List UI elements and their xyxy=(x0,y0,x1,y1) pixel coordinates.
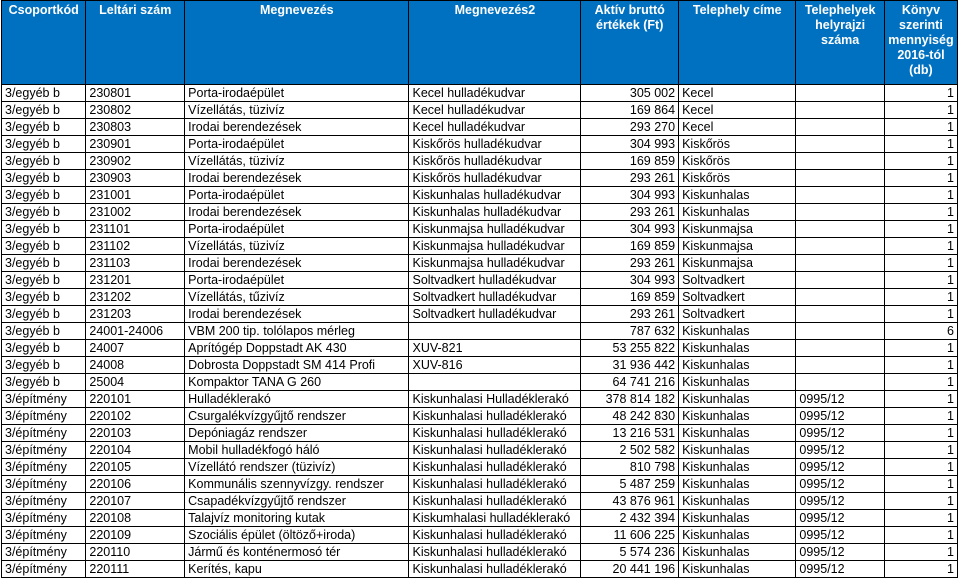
cell-leltari-szam: 220106 xyxy=(86,476,185,493)
cell-telephely-cime: Kiskunhalas xyxy=(679,340,796,357)
cell-telephely-cime: Kiskunhalas xyxy=(679,323,796,340)
table-row xyxy=(2,85,958,102)
table-row xyxy=(2,340,958,357)
cell-mennyiseg: 1 xyxy=(884,289,957,306)
cell-telephely-cime: Kecel xyxy=(679,85,796,102)
cell-mennyiseg: 1 xyxy=(884,85,957,102)
header-aktiv-brutto-ertek: Aktív bruttó értékek (Ft) xyxy=(581,1,679,85)
cell-aktiv-brutto-ertek: 169 859 xyxy=(581,153,679,170)
cell-leltari-szam: 230801 xyxy=(86,85,185,102)
cell-aktiv-brutto-ertek: 5 487 259 xyxy=(581,476,679,493)
cell-leltari-szam: 231201 xyxy=(86,272,185,289)
cell-csoportkod: 3/egyéb b xyxy=(2,136,86,153)
cell-aktiv-brutto-ertek: 48 242 830 xyxy=(581,408,679,425)
cell-mennyiseg: 1 xyxy=(884,119,957,136)
cell-helyrajzi-szam xyxy=(796,170,884,187)
inventory-table xyxy=(1,0,958,578)
cell-megnevezes2: Kiskunhalasi hulladéklerakó xyxy=(409,459,581,476)
cell-helyrajzi-szam: 0995/12 xyxy=(796,510,884,527)
cell-leltari-szam: 231203 xyxy=(86,306,185,323)
table-row xyxy=(2,170,958,187)
cell-helyrajzi-szam: 0995/12 xyxy=(796,408,884,425)
cell-leltari-szam: 231102 xyxy=(86,238,185,255)
cell-megnevezes2 xyxy=(409,323,581,340)
cell-aktiv-brutto-ertek: 378 814 182 xyxy=(581,391,679,408)
cell-csoportkod: 3/egyéb b xyxy=(2,306,86,323)
cell-leltari-szam: 230802 xyxy=(86,102,185,119)
cell-leltari-szam: 231002 xyxy=(86,204,185,221)
cell-telephely-cime: Kiskunmajsa xyxy=(679,238,796,255)
cell-csoportkod: 3/egyéb b xyxy=(2,340,86,357)
table-row xyxy=(2,204,958,221)
table-row xyxy=(2,153,958,170)
cell-mennyiseg: 1 xyxy=(884,357,957,374)
cell-megnevezes2: Kecel hulladékudvar xyxy=(409,119,581,136)
cell-megnevezes2: Kiskunhalas hulladékudvar xyxy=(409,204,581,221)
table-body xyxy=(2,85,958,578)
cell-aktiv-brutto-ertek: 787 632 xyxy=(581,323,679,340)
cell-megnevezes: Vízellátás, tűzivíz xyxy=(185,289,409,306)
cell-csoportkod: 3/egyéb b xyxy=(2,102,86,119)
cell-csoportkod: 3/építmény xyxy=(2,493,86,510)
cell-helyrajzi-szam xyxy=(796,306,884,323)
table-row xyxy=(2,221,958,238)
cell-helyrajzi-szam xyxy=(796,153,884,170)
cell-megnevezes2: Kiskőrös hulladékudvar xyxy=(409,170,581,187)
cell-aktiv-brutto-ertek: 53 255 822 xyxy=(581,340,679,357)
cell-megnevezes2: Kiskunhalasi hulladéklerakó xyxy=(409,442,581,459)
cell-csoportkod: 3/építmény xyxy=(2,476,86,493)
cell-mennyiseg: 1 xyxy=(884,442,957,459)
cell-megnevezes: Aprítógép Doppstadt AK 430 xyxy=(185,340,409,357)
cell-csoportkod: 3/egyéb b xyxy=(2,221,86,238)
header-mennyiseg: Könyv szerinti mennyiség 2016-tól (db) xyxy=(884,1,957,85)
cell-aktiv-brutto-ertek: 5 574 236 xyxy=(581,544,679,561)
cell-mennyiseg: 1 xyxy=(884,476,957,493)
cell-megnevezes: VBM 200 tip. tolólapos mérleg xyxy=(185,323,409,340)
cell-csoportkod: 3/egyéb b xyxy=(2,85,86,102)
cell-csoportkod: 3/egyéb b xyxy=(2,289,86,306)
cell-telephely-cime: Kiskőrös xyxy=(679,153,796,170)
cell-telephely-cime: Kiskunhalas xyxy=(679,527,796,544)
cell-megnevezes2: Soltvadkert hulladékudvar xyxy=(409,306,581,323)
cell-megnevezes: Irodai berendezések xyxy=(185,306,409,323)
cell-megnevezes: Dobrosta Doppstadt SM 414 Profi xyxy=(185,357,409,374)
cell-helyrajzi-szam: 0995/12 xyxy=(796,476,884,493)
cell-aktiv-brutto-ertek: 810 798 xyxy=(581,459,679,476)
cell-mennyiseg: 1 xyxy=(884,221,957,238)
cell-leltari-szam: 220111 xyxy=(86,561,185,578)
table-row xyxy=(2,476,958,493)
cell-mennyiseg: 1 xyxy=(884,510,957,527)
table-row xyxy=(2,561,958,578)
cell-aktiv-brutto-ertek: 293 270 xyxy=(581,119,679,136)
cell-megnevezes: Vízellátás, tüzivíz xyxy=(185,102,409,119)
cell-megnevezes2: Soltvadkert hulladékudvar xyxy=(409,272,581,289)
cell-csoportkod: 3/építmény xyxy=(2,561,86,578)
cell-aktiv-brutto-ertek: 293 261 xyxy=(581,204,679,221)
table-row xyxy=(2,374,958,391)
cell-aktiv-brutto-ertek: 293 261 xyxy=(581,306,679,323)
cell-megnevezes: Porta-irodaépület xyxy=(185,85,409,102)
table-row xyxy=(2,442,958,459)
cell-aktiv-brutto-ertek: 43 876 961 xyxy=(581,493,679,510)
cell-megnevezes: Vízellátás, tüzivíz xyxy=(185,153,409,170)
cell-telephely-cime: Kiskunhalas xyxy=(679,187,796,204)
cell-telephely-cime: Kiskunhalas xyxy=(679,544,796,561)
header-row xyxy=(2,1,958,85)
cell-aktiv-brutto-ertek: 11 606 225 xyxy=(581,527,679,544)
cell-helyrajzi-szam xyxy=(796,357,884,374)
cell-telephely-cime: Kiskunmajsa xyxy=(679,255,796,272)
header-megnevezes: Megnevezés xyxy=(185,1,409,85)
cell-helyrajzi-szam: 0995/12 xyxy=(796,493,884,510)
cell-megnevezes2: Kiskunmajsa hulladékudvar xyxy=(409,238,581,255)
cell-aktiv-brutto-ertek: 304 993 xyxy=(581,272,679,289)
cell-aktiv-brutto-ertek: 293 261 xyxy=(581,255,679,272)
cell-leltari-szam: 230803 xyxy=(86,119,185,136)
cell-helyrajzi-szam: 0995/12 xyxy=(796,561,884,578)
cell-megnevezes: Hulladéklerakó xyxy=(185,391,409,408)
cell-megnevezes: Kerítés, kapu xyxy=(185,561,409,578)
table-row xyxy=(2,510,958,527)
cell-megnevezes2: Kiskunmajsa hulladékudvar xyxy=(409,255,581,272)
table-row xyxy=(2,119,958,136)
cell-csoportkod: 3/építmény xyxy=(2,408,86,425)
cell-leltari-szam: 24007 xyxy=(86,340,185,357)
table-row xyxy=(2,425,958,442)
table-row xyxy=(2,136,958,153)
cell-megnevezes: Porta-irodaépület xyxy=(185,136,409,153)
cell-aktiv-brutto-ertek: 304 993 xyxy=(581,136,679,153)
cell-aktiv-brutto-ertek: 13 216 531 xyxy=(581,425,679,442)
header-telephely-cime: Telephely címe xyxy=(679,1,796,85)
table-row xyxy=(2,255,958,272)
cell-telephely-cime: Kiskunhalas xyxy=(679,374,796,391)
cell-mennyiseg: 1 xyxy=(884,153,957,170)
header-csoportkod: Csoportkód xyxy=(2,1,86,85)
cell-helyrajzi-szam xyxy=(796,238,884,255)
cell-helyrajzi-szam: 0995/12 xyxy=(796,425,884,442)
cell-csoportkod: 3/egyéb b xyxy=(2,374,86,391)
table-row xyxy=(2,527,958,544)
cell-aktiv-brutto-ertek: 304 993 xyxy=(581,221,679,238)
cell-mennyiseg: 1 xyxy=(884,459,957,476)
cell-megnevezes: Vízellátó rendszer (tüzivíz) xyxy=(185,459,409,476)
cell-helyrajzi-szam xyxy=(796,272,884,289)
cell-megnevezes: Kompaktor TANA G 260 xyxy=(185,374,409,391)
cell-telephely-cime: Kiskunmajsa xyxy=(679,221,796,238)
cell-aktiv-brutto-ertek: 169 864 xyxy=(581,102,679,119)
cell-csoportkod: 3/építmény xyxy=(2,391,86,408)
table-row xyxy=(2,238,958,255)
cell-megnevezes2: Kiskunhalasi hulladéklerakó xyxy=(409,476,581,493)
cell-aktiv-brutto-ertek: 2 432 394 xyxy=(581,510,679,527)
cell-leltari-szam: 220102 xyxy=(86,408,185,425)
table-row xyxy=(2,306,958,323)
cell-megnevezes2: Kiskunhalas hulladékudvar xyxy=(409,187,581,204)
table-row xyxy=(2,459,958,476)
cell-helyrajzi-szam xyxy=(796,136,884,153)
table-row xyxy=(2,391,958,408)
cell-megnevezes: Porta-irodaépület xyxy=(185,187,409,204)
cell-megnevezes2: Kiskőrös hulladékudvar xyxy=(409,153,581,170)
cell-megnevezes: Irodai berendezések xyxy=(185,119,409,136)
cell-leltari-szam: 230902 xyxy=(86,153,185,170)
cell-mennyiseg: 6 xyxy=(884,323,957,340)
cell-telephely-cime: Soltvadkert xyxy=(679,306,796,323)
cell-csoportkod: 3/egyéb b xyxy=(2,119,86,136)
cell-csoportkod: 3/egyéb b xyxy=(2,153,86,170)
cell-megnevezes2: Kiskunhalasi hulladéklerakó xyxy=(409,425,581,442)
table-header xyxy=(2,1,958,85)
cell-csoportkod: 3/építmény xyxy=(2,442,86,459)
cell-csoportkod: 3/építmény xyxy=(2,425,86,442)
cell-helyrajzi-szam xyxy=(796,204,884,221)
cell-mennyiseg: 1 xyxy=(884,204,957,221)
table-row xyxy=(2,289,958,306)
cell-csoportkod: 3/építmény xyxy=(2,510,86,527)
cell-csoportkod: 3/egyéb b xyxy=(2,255,86,272)
table-row xyxy=(2,187,958,204)
cell-helyrajzi-szam xyxy=(796,374,884,391)
cell-mennyiseg: 1 xyxy=(884,408,957,425)
cell-leltari-szam: 230903 xyxy=(86,170,185,187)
cell-mennyiseg: 1 xyxy=(884,187,957,204)
cell-leltari-szam: 220103 xyxy=(86,425,185,442)
cell-csoportkod: 3/egyéb b xyxy=(2,272,86,289)
cell-mennyiseg: 1 xyxy=(884,238,957,255)
cell-megnevezes: Csurgalékvízgyűjtő rendszer xyxy=(185,408,409,425)
cell-telephely-cime: Kiskunhalas xyxy=(679,493,796,510)
cell-aktiv-brutto-ertek: 64 741 216 xyxy=(581,374,679,391)
cell-mennyiseg: 1 xyxy=(884,255,957,272)
cell-leltari-szam: 231103 xyxy=(86,255,185,272)
cell-leltari-szam: 231001 xyxy=(86,187,185,204)
cell-megnevezes: Porta-irodaépület xyxy=(185,221,409,238)
cell-megnevezes: Csapadékvízgyűjtő rendszer xyxy=(185,493,409,510)
cell-megnevezes2: Kiskunhalasi hulladéklerakó xyxy=(409,544,581,561)
cell-megnevezes: Irodai berendezések xyxy=(185,204,409,221)
cell-megnevezes: Szociális épület (öltöző+iroda) xyxy=(185,527,409,544)
cell-leltari-szam: 230901 xyxy=(86,136,185,153)
cell-megnevezes2: Kiskőrös hulladékudvar xyxy=(409,136,581,153)
table-row xyxy=(2,493,958,510)
table-row xyxy=(2,408,958,425)
cell-leltari-szam: 220104 xyxy=(86,442,185,459)
cell-helyrajzi-szam: 0995/12 xyxy=(796,391,884,408)
cell-aktiv-brutto-ertek: 31 936 442 xyxy=(581,357,679,374)
cell-telephely-cime: Kiskunhalas xyxy=(679,561,796,578)
cell-helyrajzi-szam xyxy=(796,187,884,204)
cell-telephely-cime: Kecel xyxy=(679,102,796,119)
header-helyrajzi-szam: Telephelyek helyrajzi száma xyxy=(796,1,884,85)
cell-telephely-cime: Kiskunhalas xyxy=(679,459,796,476)
table-row xyxy=(2,272,958,289)
cell-megnevezes2: Kecel hulladékudvar xyxy=(409,102,581,119)
cell-leltari-szam: 220109 xyxy=(86,527,185,544)
table-row xyxy=(2,544,958,561)
cell-telephely-cime: Soltvadkert xyxy=(679,272,796,289)
cell-csoportkod: 3/építmény xyxy=(2,459,86,476)
cell-megnevezes: Irodai berendezések xyxy=(185,170,409,187)
cell-helyrajzi-szam xyxy=(796,85,884,102)
cell-megnevezes2 xyxy=(409,374,581,391)
cell-telephely-cime: Kiskunhalas xyxy=(679,425,796,442)
table-row xyxy=(2,323,958,340)
cell-telephely-cime: Kiskunhalas xyxy=(679,204,796,221)
cell-mennyiseg: 1 xyxy=(884,425,957,442)
cell-helyrajzi-szam xyxy=(796,289,884,306)
cell-helyrajzi-szam: 0995/12 xyxy=(796,459,884,476)
table-row xyxy=(2,357,958,374)
cell-csoportkod: 3/építmény xyxy=(2,527,86,544)
cell-mennyiseg: 1 xyxy=(884,272,957,289)
cell-megnevezes2: Kiskunhalasi hulladéklerakó xyxy=(409,408,581,425)
cell-aktiv-brutto-ertek: 169 859 xyxy=(581,289,679,306)
cell-mennyiseg: 1 xyxy=(884,340,957,357)
cell-megnevezes: Depóniagáz rendszer xyxy=(185,425,409,442)
cell-aktiv-brutto-ertek: 169 859 xyxy=(581,238,679,255)
cell-megnevezes2: Kiskunmajsa hulladékudvar xyxy=(409,221,581,238)
cell-megnevezes2: Kecel hulladékudvar xyxy=(409,85,581,102)
cell-telephely-cime: Kiskőrös xyxy=(679,170,796,187)
cell-megnevezes: Mobil hulladékfogó háló xyxy=(185,442,409,459)
cell-mennyiseg: 1 xyxy=(884,136,957,153)
cell-helyrajzi-szam xyxy=(796,102,884,119)
cell-megnevezes2: Soltvadkert hulladékudvar xyxy=(409,289,581,306)
cell-helyrajzi-szam xyxy=(796,323,884,340)
cell-leltari-szam: 25004 xyxy=(86,374,185,391)
cell-csoportkod: 3/egyéb b xyxy=(2,357,86,374)
cell-megnevezes: Talajvíz monitoring kutak xyxy=(185,510,409,527)
cell-telephely-cime: Soltvadkert xyxy=(679,289,796,306)
cell-leltari-szam: 24008 xyxy=(86,357,185,374)
cell-aktiv-brutto-ertek: 304 993 xyxy=(581,187,679,204)
cell-mennyiseg: 1 xyxy=(884,391,957,408)
cell-telephely-cime: Kecel xyxy=(679,119,796,136)
cell-megnevezes: Vízellátás, tüzivíz xyxy=(185,238,409,255)
cell-helyrajzi-szam: 0995/12 xyxy=(796,544,884,561)
cell-megnevezes: Irodai berendezések xyxy=(185,255,409,272)
cell-helyrajzi-szam xyxy=(796,221,884,238)
cell-leltari-szam: 220107 xyxy=(86,493,185,510)
cell-helyrajzi-szam: 0995/12 xyxy=(796,527,884,544)
header-leltari-szam: Leltári szám xyxy=(86,1,185,85)
cell-megnevezes2: Kiskumhalasi hulladéklerakó xyxy=(409,510,581,527)
cell-helyrajzi-szam xyxy=(796,255,884,272)
cell-megnevezes2: Kiskunhalasi hulladéklerakó xyxy=(409,561,581,578)
cell-telephely-cime: Kiskőrös xyxy=(679,136,796,153)
cell-csoportkod: 3/egyéb b xyxy=(2,170,86,187)
cell-megnevezes: Jármű és konténermosó tér xyxy=(185,544,409,561)
cell-megnevezes2: XUV-816 xyxy=(409,357,581,374)
cell-telephely-cime: Kiskunhalas xyxy=(679,476,796,493)
cell-mennyiseg: 1 xyxy=(884,561,957,578)
cell-helyrajzi-szam xyxy=(796,340,884,357)
cell-aktiv-brutto-ertek: 20 441 196 xyxy=(581,561,679,578)
header-megnevezes2: Megnevezés2 xyxy=(409,1,581,85)
cell-csoportkod: 3/építmény xyxy=(2,544,86,561)
cell-mennyiseg: 1 xyxy=(884,170,957,187)
cell-helyrajzi-szam: 0995/12 xyxy=(796,442,884,459)
cell-csoportkod: 3/egyéb b xyxy=(2,323,86,340)
cell-megnevezes2: Kiskunhalasi Hulladéklerakó xyxy=(409,391,581,408)
cell-mennyiseg: 1 xyxy=(884,306,957,323)
cell-telephely-cime: Kiskunhalas xyxy=(679,510,796,527)
cell-aktiv-brutto-ertek: 293 261 xyxy=(581,170,679,187)
cell-csoportkod: 3/egyéb b xyxy=(2,238,86,255)
cell-helyrajzi-szam xyxy=(796,119,884,136)
cell-mennyiseg: 1 xyxy=(884,527,957,544)
cell-leltari-szam: 220101 xyxy=(86,391,185,408)
cell-megnevezes: Kommunális szennyvízgy. rendszer xyxy=(185,476,409,493)
cell-megnevezes2: Kiskunhalasi hulladéklerakó xyxy=(409,493,581,510)
cell-mennyiseg: 1 xyxy=(884,493,957,510)
cell-csoportkod: 3/egyéb b xyxy=(2,204,86,221)
cell-mennyiseg: 1 xyxy=(884,374,957,391)
cell-leltari-szam: 220110 xyxy=(86,544,185,561)
cell-csoportkod: 3/egyéb b xyxy=(2,187,86,204)
cell-leltari-szam: 231101 xyxy=(86,221,185,238)
cell-megnevezes2: XUV-821 xyxy=(409,340,581,357)
cell-leltari-szam: 220108 xyxy=(86,510,185,527)
cell-leltari-szam: 220105 xyxy=(86,459,185,476)
cell-megnevezes2: Kiskunhalasi hulladéklerakó xyxy=(409,527,581,544)
cell-telephely-cime: Kiskunhalas xyxy=(679,408,796,425)
cell-megnevezes: Porta-irodaépület xyxy=(185,272,409,289)
table-row xyxy=(2,102,958,119)
cell-mennyiseg: 1 xyxy=(884,544,957,561)
cell-aktiv-brutto-ertek: 2 502 582 xyxy=(581,442,679,459)
cell-telephely-cime: Kiskunhalas xyxy=(679,357,796,374)
cell-aktiv-brutto-ertek: 305 002 xyxy=(581,85,679,102)
cell-telephely-cime: Kiskunhalas xyxy=(679,442,796,459)
cell-leltari-szam: 24001-24006 xyxy=(86,323,185,340)
cell-leltari-szam: 231202 xyxy=(86,289,185,306)
cell-telephely-cime: Kiskunhalas xyxy=(679,391,796,408)
cell-mennyiseg: 1 xyxy=(884,102,957,119)
